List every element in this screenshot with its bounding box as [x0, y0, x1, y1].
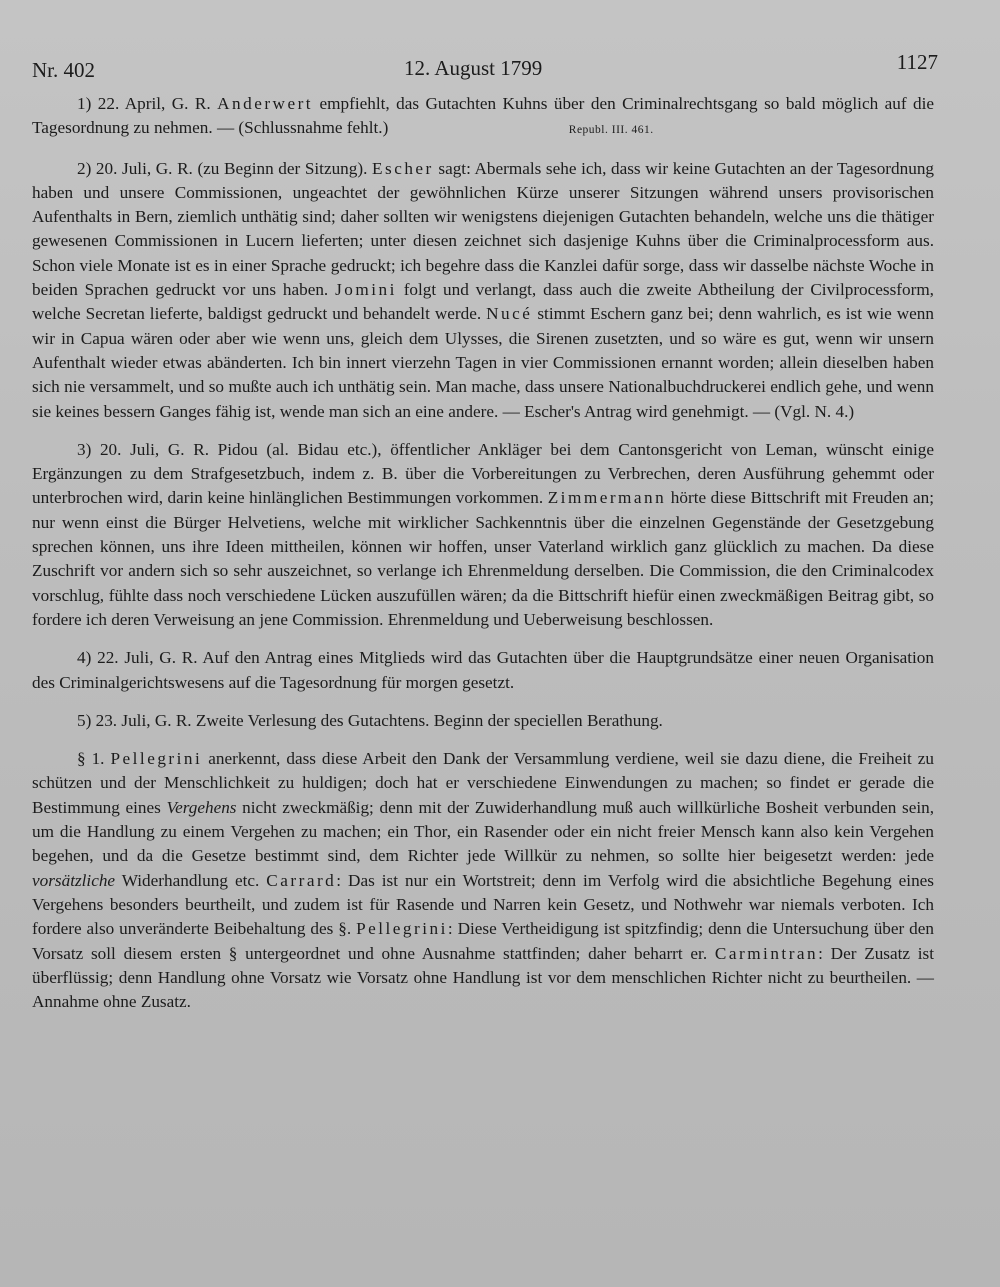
source-reference: Republ. III. 461. — [568, 124, 654, 137]
paragraph-text: stimmt Eschern ganz bei; denn wahrlich, es ist wie wenn wir in Capua wären oder aber wie wenn uns, gleich dem Ulysses, die Sirenen zusetzten, und so wäre es gut, wenn wir unsern Aufenthalt wieder etwas abänderten. Ich bin innert vierzehn Tagen in vier Commissionen ernannt worden; allein dieselben haben sich nie versammelt, und so mußte auch ich unthätig sein. Man mache, dass unsere Nationalbuchdruckerei endlich gehe, und wenn sie keines bessern Ganges fähig ist, wende man sich an eine andere. — Escher's Antrag wird genehmigt. — (Vgl. N. 4.) — [32, 304, 934, 421]
paragraph-3 — [32, 438, 934, 632]
speaker-name: Pellegrini — [110, 749, 203, 769]
paragraph-4 — [32, 646, 934, 695]
paragraph-text: : Das ist nur ein Wortstreit; denn im Verfolg wird die absichtliche Begehung eines Vergehens besonders beurtheilt, und zudem ist für Rasende und Narren kein Gesetz, und Nothwehr war niemals verboten. Ich fordere also unveränderte Beibehaltung des §. — [32, 870, 934, 939]
paragraph-5 — [32, 709, 934, 733]
paragraph-text: : Der Zusatz ist überflüssig; denn Handlung ohne Vorsatz wie Vorsatz ohne Handlung ist vor dem menschlichen Richter nicht zu beurtheilen. — Annahme ohne Zusatz. — [32, 943, 934, 1012]
paragraph-text: 4) 22. Juli, G. R. Auf den Antrag eines Mitglieds wird das Gutachten über die Hauptgrundsätze einer neuen Organisation des Criminalgerichtswesens auf die Tagesordnung für morgen gesetzt. — [32, 648, 934, 692]
paragraph-2 — [32, 157, 934, 424]
entry-date: 2) 20. Juli, G. R. (zu Beginn der Sitzung). — [77, 158, 372, 178]
emphasized-term: vorsätzliche — [32, 870, 116, 890]
date-heading: 12. August 1799 — [404, 56, 543, 80]
paragraph-text: folgt und verlangt, dass auch die zweite Abtheilung der Civilprocessform, welche Secretan lieferte, baldigst gedruckt und behandelt werde. — [32, 280, 934, 324]
document-number: Nr. 402 — [32, 58, 95, 82]
speaker-name: Zimmermann — [547, 488, 667, 508]
paragraph-text: : Diese Vertheidigung ist spitzfindig; denn die Untersuchung über den Vorsatz soll diesem ersten § untergeordnet und ohne Ausnahme stattfinden; daher beharrt er. — [32, 919, 934, 963]
paragraph-text: sagt: Abermals sehe ich, dass wir keine Gutachten an der Tagesordnung haben und unsere Commissionen, ungeachtet der gewöhnlichen Kürze unserer Sitzungen während unsers provisorischen Aufenthalts in Bern, ziemlich unthätig sind; daher sollten wir wenigstens diejenigen Gutachten behandeln, welche uns die thätiger gewesenen Commissionen in Lucern lieferten; unter diesen zeichnet sich dasjenige Kuhns über die Criminalprocessform aus. Schon viele Monate ist es in einer Sprache gedruckt; ich begehre dass die Kanzlei dafür sorge, dass wir dasselbe nächste Woche in beiden Sprachen gedruckt vor uns haben. — [32, 158, 935, 300]
paragraph-text: hörte diese Bittschrift mit Freuden an; nur wenn einst die Bürger Helvetiens, welche mit wirklicher Sachkenntnis über die einzelnen Gegenstände der Gesetzgebung sprechen können, uns ihre Ideen mittheilen, können wir hoffen, unser Vaterland wirklich ganz glücklich zu machen. Da diese Zuschrift vor andern sich so sehr auszeichnet, so verlange ich Ehrenmeldung derselben. Die Commission, die den Criminalcodex vorschlug, fühlte dass noch verschiedene Lücken auszufüllen wären; da die Bittschrift hiefür einen zweckmäßigen Beitrag gibt, so fordere ich deren Verweisung an jene Commission. Ehrenmeldung und Ueberweisung beschlossen. — [32, 488, 934, 629]
paragraph-text: 3) 20. Juli, G. R. Pidou (al. Bidau etc.), öffentlicher Ankläger bei dem Cantonsgericht von Leman, wünscht einige Ergänzungen zu dem Strafgesetzbuch, indem z. B. über die Vorbereitungen zu Verbrechen, deren Ausführung gehemmt oder unterbrochen wird, darin keine hinlänglichen Bestimmungen vorkommen. — [32, 439, 934, 508]
speaker-name: Nucé — [486, 304, 533, 324]
paragraph-text: Widerhandlung etc. — [115, 870, 267, 890]
paragraph-text: empfiehlt, das Gutachten Kuhns über den Criminalrechtsgang so bald möglich auf die Tagesordnung zu nehmen. — (Schlussnahme fehlt.) — [32, 94, 934, 138]
speaker-name: Jomini — [335, 280, 397, 300]
speaker-name: Carmintran — [714, 943, 819, 963]
paragraph-text: anerkennt, dass diese Arbeit den Dank der Versammlung verdiene, weil sie dazu diene, die Freiheit zu schützen und der Menschlichkeit zu huldigen; doch hat er verschiedene Einwendungen zu machen; so findet er gerade die Bestimmung eines — [32, 749, 934, 817]
section-marker: § 1. — [77, 749, 111, 769]
entry-date: 1) 22. April, G. R. — [77, 94, 218, 113]
paragraph-1 — [32, 92, 934, 143]
speaker-name: Pellegrini — [356, 919, 448, 939]
emphasized-term: Vergehens — [166, 797, 237, 817]
speaker-name: Anderwert — [217, 94, 314, 113]
page-number: 1127 — [896, 50, 938, 74]
paragraph-text: 5) 23. Juli, G. R. Zweite Verlesung des Gutachtens. Beginn der speciellen Berathung. — [77, 710, 663, 730]
speaker-name: Escher — [372, 158, 434, 178]
document-body — [32, 92, 934, 1014]
page-header — [32, 50, 938, 88]
speaker-name: Carrard — [266, 870, 337, 890]
paragraph-text: nicht zweckmäßig; denn mit der Zuwiderhandlung muß auch willkürliche Bosheit verbunden sein, um die Handlung zu einem Vergehen zu machen; ein Thor, ein Rasender oder ein nicht freier Mensch kann also kein Vergehen begehen, und da die Gesetze bestimmt sind, dem Richter jede Willkür zu nehmen, so sollte hier beigesetzt werden: jede — [32, 797, 935, 866]
paragraph-6 — [32, 747, 934, 1014]
